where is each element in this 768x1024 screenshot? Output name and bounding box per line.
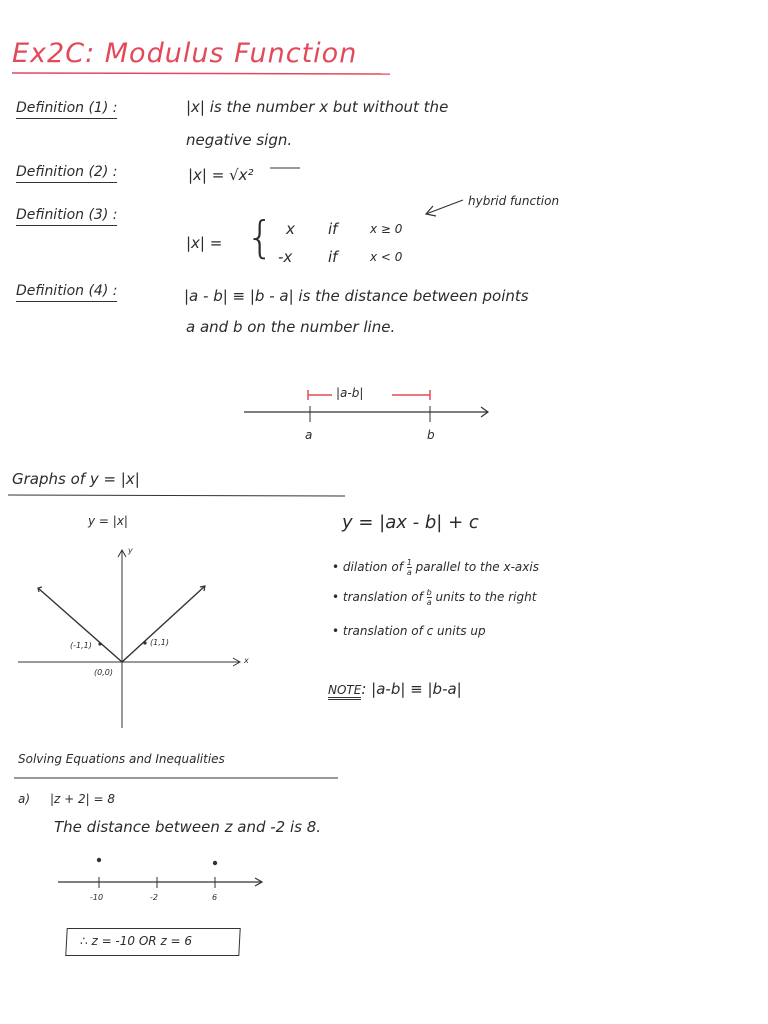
case-2-if: if <box>328 248 338 266</box>
solving-heading: Solving Equations and Inequalities <box>18 752 225 766</box>
case-1-expr: x <box>286 220 295 238</box>
graph-right-branch <box>122 586 205 662</box>
case-2-expr: -x <box>278 248 293 266</box>
graph-title: y = |x| <box>88 514 128 528</box>
bullet-3-text: translation of c units up <box>342 624 486 638</box>
solution-point-neg10 <box>97 858 101 862</box>
bullet-3: • translation of c units up <box>332 624 486 638</box>
case-2-condition: x < 0 <box>370 250 403 264</box>
point-label-origin: (0,0) <box>94 668 113 677</box>
bullet-2-fraction: $\frac{b}{a}$ <box>426 588 432 607</box>
definition-4-label: Definition (4) : <box>16 283 117 302</box>
part-a-explanation: The distance between z and -2 is 8. <box>54 818 322 836</box>
note-label: NOTE <box>328 683 361 700</box>
bullet-2: • translation of $\frac{b}{a}$ units to the right <box>332 588 537 607</box>
part-a-label: a) <box>18 792 31 806</box>
tick-label-a: a <box>305 428 313 442</box>
definition-2-label: Definition (2) : <box>16 164 117 183</box>
answer-text: ∴ z = -10 OR z = 6 <box>80 934 193 948</box>
graph-x-label: x <box>244 656 249 665</box>
tick-label-6: 6 <box>212 893 218 902</box>
bullet-2-pre: translation of <box>342 590 423 604</box>
hybrid-function-note: hybrid function <box>468 194 560 208</box>
title-underline <box>12 73 390 74</box>
bullet-2-post: units to the right <box>435 590 537 604</box>
definition-4-line-1: |a - b| ≡ |b - a| is the distance between points <box>184 287 529 305</box>
bullet-1-pre: dilation of <box>342 560 403 574</box>
solution-point-6 <box>213 861 217 865</box>
point-label-neg1-1: (-1,1) <box>70 641 92 650</box>
bullet-1: • dilation of $\frac{1}{a}$ parallel to the x-axis <box>332 558 539 577</box>
point-neg1-1 <box>98 642 101 645</box>
case-1-if: if <box>328 220 338 238</box>
definition-1-label: Definition (1) : <box>16 100 117 119</box>
definition-1-line-1: |x| is the number x but without the <box>186 98 449 116</box>
definition-2-formula: |x| = √x² <box>188 166 254 184</box>
graphs-heading: Graphs of y = |x| <box>12 470 140 488</box>
piecewise-brace: { <box>246 212 274 263</box>
case-1-condition: x ≥ 0 <box>370 222 403 236</box>
page-title: Ex2C: Modulus Function <box>12 38 358 69</box>
point-1-1 <box>143 641 146 644</box>
bullet-1-fraction: $\frac{1}{a}$ <box>406 558 412 577</box>
tick-label-neg10: -10 <box>90 893 104 902</box>
graphs-heading-rule <box>8 495 345 496</box>
tick-label-b: b <box>427 428 435 442</box>
note-text: : |a-b| ≡ |b-a| <box>361 680 462 698</box>
definition-4-line-2: a and b on the number line. <box>186 318 396 336</box>
graph-left-branch <box>38 588 122 662</box>
graph-y-label: y <box>128 546 133 555</box>
definition-3-lhs: |x| = <box>186 234 223 252</box>
part-a-equation: |z + 2| = 8 <box>50 792 116 806</box>
definition-3-label: Definition (3) : <box>16 207 117 226</box>
bullet-1-post: parallel to the x-axis <box>415 560 539 574</box>
general-form-equation: y = |ax - b| + c <box>342 512 479 533</box>
point-label-1-1: (1,1) <box>150 638 169 647</box>
definition-1-line-2: negative sign. <box>186 131 293 149</box>
tick-label-neg2: -2 <box>150 893 158 902</box>
distance-label: |a-b| <box>336 386 364 400</box>
